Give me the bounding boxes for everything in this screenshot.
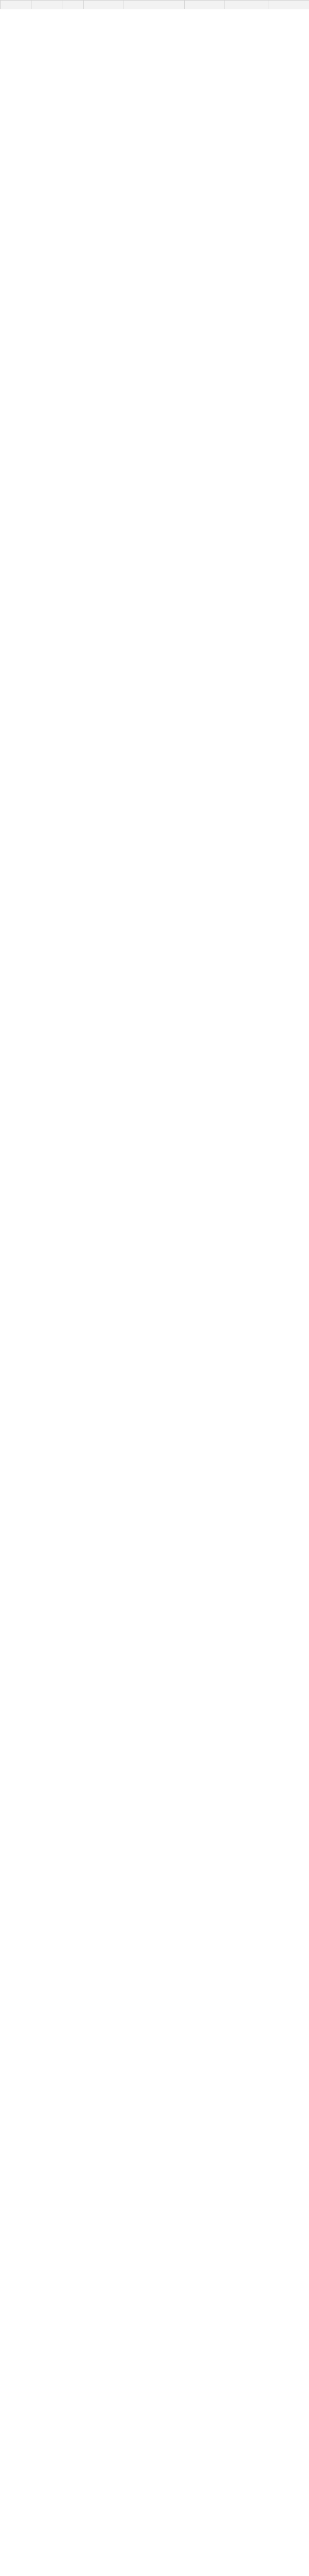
col-header-market xyxy=(31,1,62,9)
col-header-prev-price xyxy=(185,1,225,9)
price-table xyxy=(0,0,309,9)
col-header-category xyxy=(1,1,31,9)
col-header-grade xyxy=(84,1,124,9)
col-header-product xyxy=(62,1,84,9)
table-header xyxy=(1,1,309,9)
header-row xyxy=(1,1,309,9)
col-header-today-price xyxy=(225,1,268,9)
col-header-producer xyxy=(124,1,185,9)
col-header-change xyxy=(268,1,309,9)
